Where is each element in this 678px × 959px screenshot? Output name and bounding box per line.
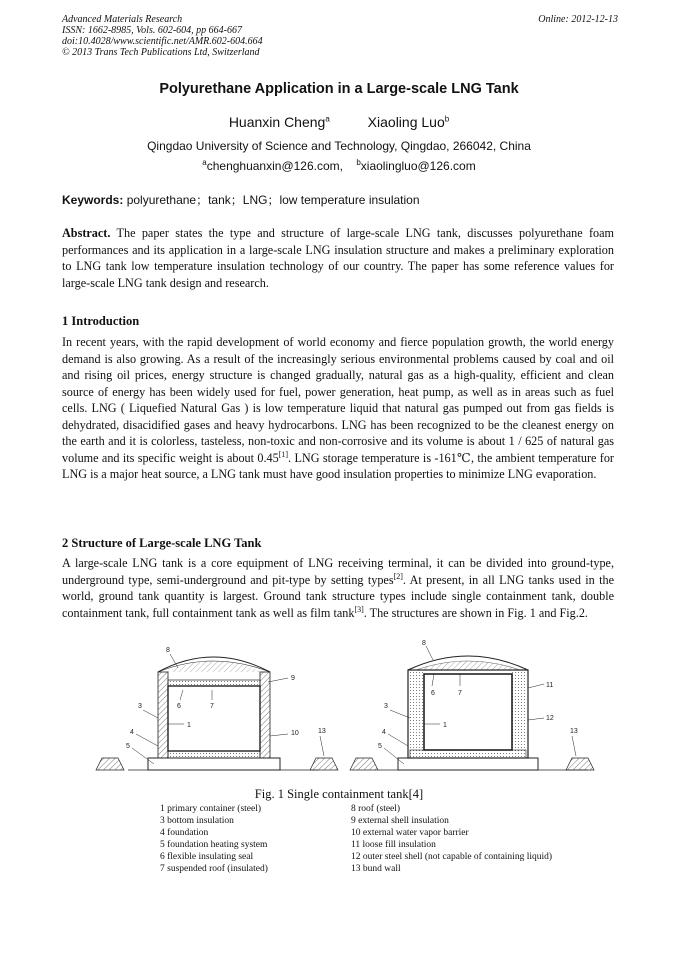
figure-legend-left [160, 803, 268, 875]
left-tank-primary-container [168, 686, 260, 751]
legend-item: 6 flexible insulating seal [160, 852, 254, 862]
section-1-text-a: In recent years, with the rapid development of world economy and fierce population growth, the world energy demand is also growing. As a result of the increasingly serious environmental problems caused by coal and oil and rising oil prices, energy structure is changed gradually, natural gas as a high-quality, efficient and clean source of energy has been widely used for fuel, power generation, heat pump, as well as in areas such as fuel cells. LNG ( Liquefied Natural Gas ) is low temperature liquid that natural gas pumped out from gas fields is dehydrated, disacidified gases and heavy hydrocarbons. LNG has been recognized to be the cleanest energy on the earth and it is colorless, tasteless, non-toxic and non-corrosive and its volume is about 1 / 625 of natural gas volume and its specific weight is about 0.45 [62, 335, 614, 465]
section-1-body [62, 334, 614, 483]
right-label-4: 4 [382, 729, 386, 736]
left-label-7: 7 [210, 703, 214, 710]
left-label-3: 3 [138, 703, 142, 710]
legend-item: 7 suspended roof (insulated) [160, 864, 268, 874]
left-label-1: 1 [187, 722, 191, 729]
left-tank-outer-insulation-left [158, 672, 168, 758]
left-label-4: 4 [130, 729, 134, 736]
left-tank-suspended-roof [168, 680, 260, 686]
citation-1[interactable]: [1] [278, 449, 289, 459]
authors-line [0, 114, 678, 130]
email-1[interactable]: chenghuanxin@126.com, [206, 159, 343, 173]
keywords [62, 191, 420, 208]
figure-1-tank-diagram [88, 638, 608, 778]
citation-3[interactable]: [3] [354, 604, 364, 614]
author-1-sup: a [325, 114, 330, 124]
legend-item: 5 foundation heating system [160, 840, 268, 850]
affiliation: Qingdao University of Science and Technology, Qingdao, 266042, China [147, 139, 531, 153]
legend-item: 4 foundation [160, 828, 209, 838]
section-1-text-b: . LNG storage temperature is -161℃, the ambient temperature for LNG is a major heat source, a LNG tank must have good insulation properties to minimize LNG evaporation. [62, 450, 614, 481]
legend-item: 3 bottom insulation [160, 816, 234, 826]
left-bund-wall-left [96, 758, 124, 770]
right-tank-outer-shell [408, 670, 528, 758]
right-tank-loose-fill-right [512, 670, 526, 752]
left-label-5: 5 [126, 743, 130, 750]
left-tank-drawing [96, 647, 338, 770]
left-bund-wall-right [310, 758, 338, 770]
right-label-11: 11 [546, 682, 554, 689]
email-2[interactable]: xiaolingluo@126.com [360, 159, 476, 173]
email-2-sup: b [356, 158, 361, 167]
legend-item: 9 external shell insulation [351, 816, 449, 826]
left-label-10: 10 [291, 730, 299, 737]
citation-2[interactable]: [2] [393, 571, 403, 581]
author-2: Xiaoling Luo [367, 114, 445, 130]
section-2-heading: 2 Structure of Large-scale LNG Tank [62, 536, 262, 550]
author-2-sup: b [444, 114, 450, 124]
author-1: Huanxin Cheng [228, 114, 326, 130]
right-tank-bottom-insulation [410, 750, 526, 758]
right-label-6: 6 [431, 690, 435, 697]
section-2-body [62, 555, 614, 621]
right-label-7: 7 [458, 690, 462, 697]
issn-line: ISSN: 1662-8985, Vols. 602-604, pp 664-667 [62, 25, 242, 36]
left-tank-outer-insulation-right [260, 672, 270, 758]
legend-item: 1 primary container (steel) [160, 804, 262, 814]
right-label-13: 13 [570, 728, 578, 735]
left-tank-bottom-insulation [168, 751, 260, 758]
legend-item: 13 bund wall [351, 864, 401, 874]
right-label-5: 5 [378, 743, 382, 750]
keywords-label: Keywords: [62, 193, 124, 207]
right-label-8: 8 [422, 640, 426, 647]
right-tank-foundation [398, 758, 538, 770]
keywords-text: polyurethane；tank；LNG；low temperature insulation [126, 193, 420, 207]
copyright-line: © 2013 Trans Tech Publications Ltd, Switzerland [62, 47, 260, 58]
section-2-text-c: . The structures are shown in Fig. 1 and Fig.2. [363, 605, 588, 620]
figure-1-caption: Fig. 1 Single containment tank[4] [254, 787, 424, 801]
right-label-1: 1 [443, 722, 447, 729]
right-label-12: 12 [546, 715, 554, 722]
section-1-heading: 1 Introduction [62, 314, 140, 328]
right-bund-wall-right [566, 758, 594, 770]
right-tank-primary-container [424, 674, 512, 750]
doi-line[interactable]: doi:10.4028/www.scientific.net/AMR.602-604.664 [62, 36, 263, 47]
left-label-6: 6 [177, 703, 181, 710]
section-2-text-a: A large-scale LNG tank is a core equipment of LNG receiving terminal, it can be divided into ground-type, underground type, semi-underground and pit-type by setting types [62, 556, 614, 587]
legend-item: 12 outer steel shell (not capable of containing liquid) [351, 852, 553, 862]
left-tank-foundation [148, 758, 280, 770]
left-label-9: 9 [291, 675, 295, 682]
figure-legend-right [351, 803, 552, 875]
journal-name: Advanced Materials Research [62, 14, 183, 25]
abstract-label: Abstract. [62, 226, 111, 240]
right-tank-loose-fill-left [410, 670, 424, 752]
left-label-13: 13 [318, 728, 326, 735]
legend-item: 8 roof (steel) [351, 804, 401, 814]
legend-item: 11 loose fill insulation [351, 840, 436, 850]
right-label-3: 3 [384, 703, 388, 710]
paper-title: Polyurethane Application in a Large-scale LNG Tank [159, 81, 519, 97]
emails-line [0, 159, 678, 173]
right-tank-drawing [350, 640, 594, 770]
email-1-sup: a [202, 158, 207, 167]
left-label-8: 8 [166, 647, 170, 654]
online-date: Online: 2012-12-13 [538, 14, 618, 25]
page-header [62, 14, 618, 58]
section-2-text-b: . At present, in all LNG tanks used in the world, ground tank quantity is largest. Ground tank structure types include single containment tank, double containment tank, full containment tank as well as film tank [62, 572, 614, 620]
abstract-text: The paper states the type and structure of large-scale LNG tank, discusses polyurethane foam performances and its application in a large-scale LNG insulation structure and makes a preliminary exploration to LNG tank low temperature insulation technology of our country. The paper has some reference values for large-scale LNG tank design and research. [62, 226, 614, 290]
right-bund-wall-left [350, 758, 378, 770]
abstract [62, 225, 614, 291]
legend-item: 10 external water vapor barrier [351, 828, 469, 838]
